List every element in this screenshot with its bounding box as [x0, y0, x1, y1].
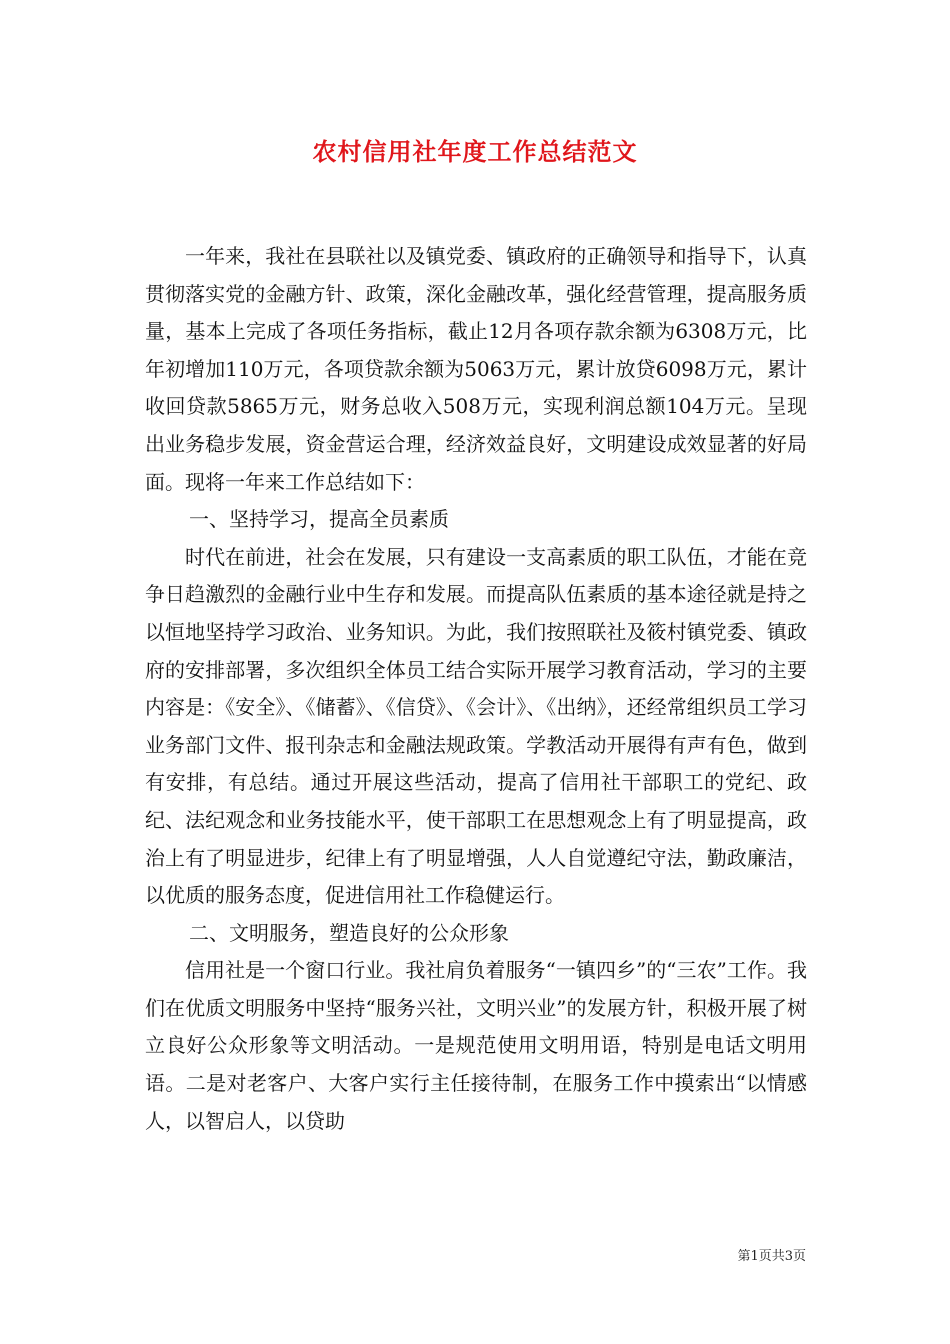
paragraph-section-2: 信用社是一个窗口行业。我社肩负着服务“一镇四乡”的“三农”工作。我们在优质文明服务中坚持“服务兴社，文明兴业”的发展方针，积极开展了树立良好公众形象等文明活动。一是规范使用文明用语，特别是电话文明用语。二是对老客户、大客户实行主任接待制，在服务工作中摸索出“以情感人，以智启人，以贷助 — [145, 958, 807, 1133]
document-title: 农村信用社年度工作总结范文 — [312, 137, 638, 166]
paragraph-intro: 一年来，我社在县联社以及镇党委、镇政府的正确领导和指导下，认真贯彻落实党的金融方针、政策，深化金融改革，强化经营管理，提高服务质量，基本上完成了各项任务指标，截止12月各项存款余额为6308万元，比年初增加110万元，各项贷款余额为5063万元，累计放贷6098万元，累计收回贷款5865万元，财务总收入508万元，实现利润总额104万元。呈现出业务稳步发展，资金营运合理，经济效益良好，文明建设成效显著的好局面。现将一年来工作总结如下： — [145, 244, 807, 494]
page-number-footer: 第1页共3页 — [737, 1249, 806, 1264]
section-heading-1: 一、坚持学习，提高全员素质 — [189, 507, 449, 532]
paragraph-section-1: 时代在前进，社会在发展，只有建设一支高素质的职工队伍，才能在竞争日趋激烈的金融行业中生存和发展。而提高队伍素质的基本途径就是持之以恒地坚持学习政治、业务知识。为此，我们按照联社及筱村镇党委、镇政府的安排部署，多次组织全体员工结合实际开展学习教育活动，学习的主要内容是：《安全》、《储蓄》、《信贷》、《会计》、《出纳》，还经常组织员工学习业务部门文件、报刊杂志和金融法规政策。学教活动开展得有声有色，做到有安排，有总结。通过开展这些活动，提高了信用社干部职工的党纪、政纪、法纪观念和业务技能水平，使干部职工在思想观念上有了明显提高，政治上有了明显进步，纪律上有了明显增强，人人自觉遵纪守法，勤政廉洁，以优质的服务态度，促进信用社工作稳健运行。 — [145, 544, 807, 908]
document-body — [145, 238, 807, 1140]
section-heading-2: 二、文明服务，塑造良好的公众形象 — [189, 920, 509, 945]
